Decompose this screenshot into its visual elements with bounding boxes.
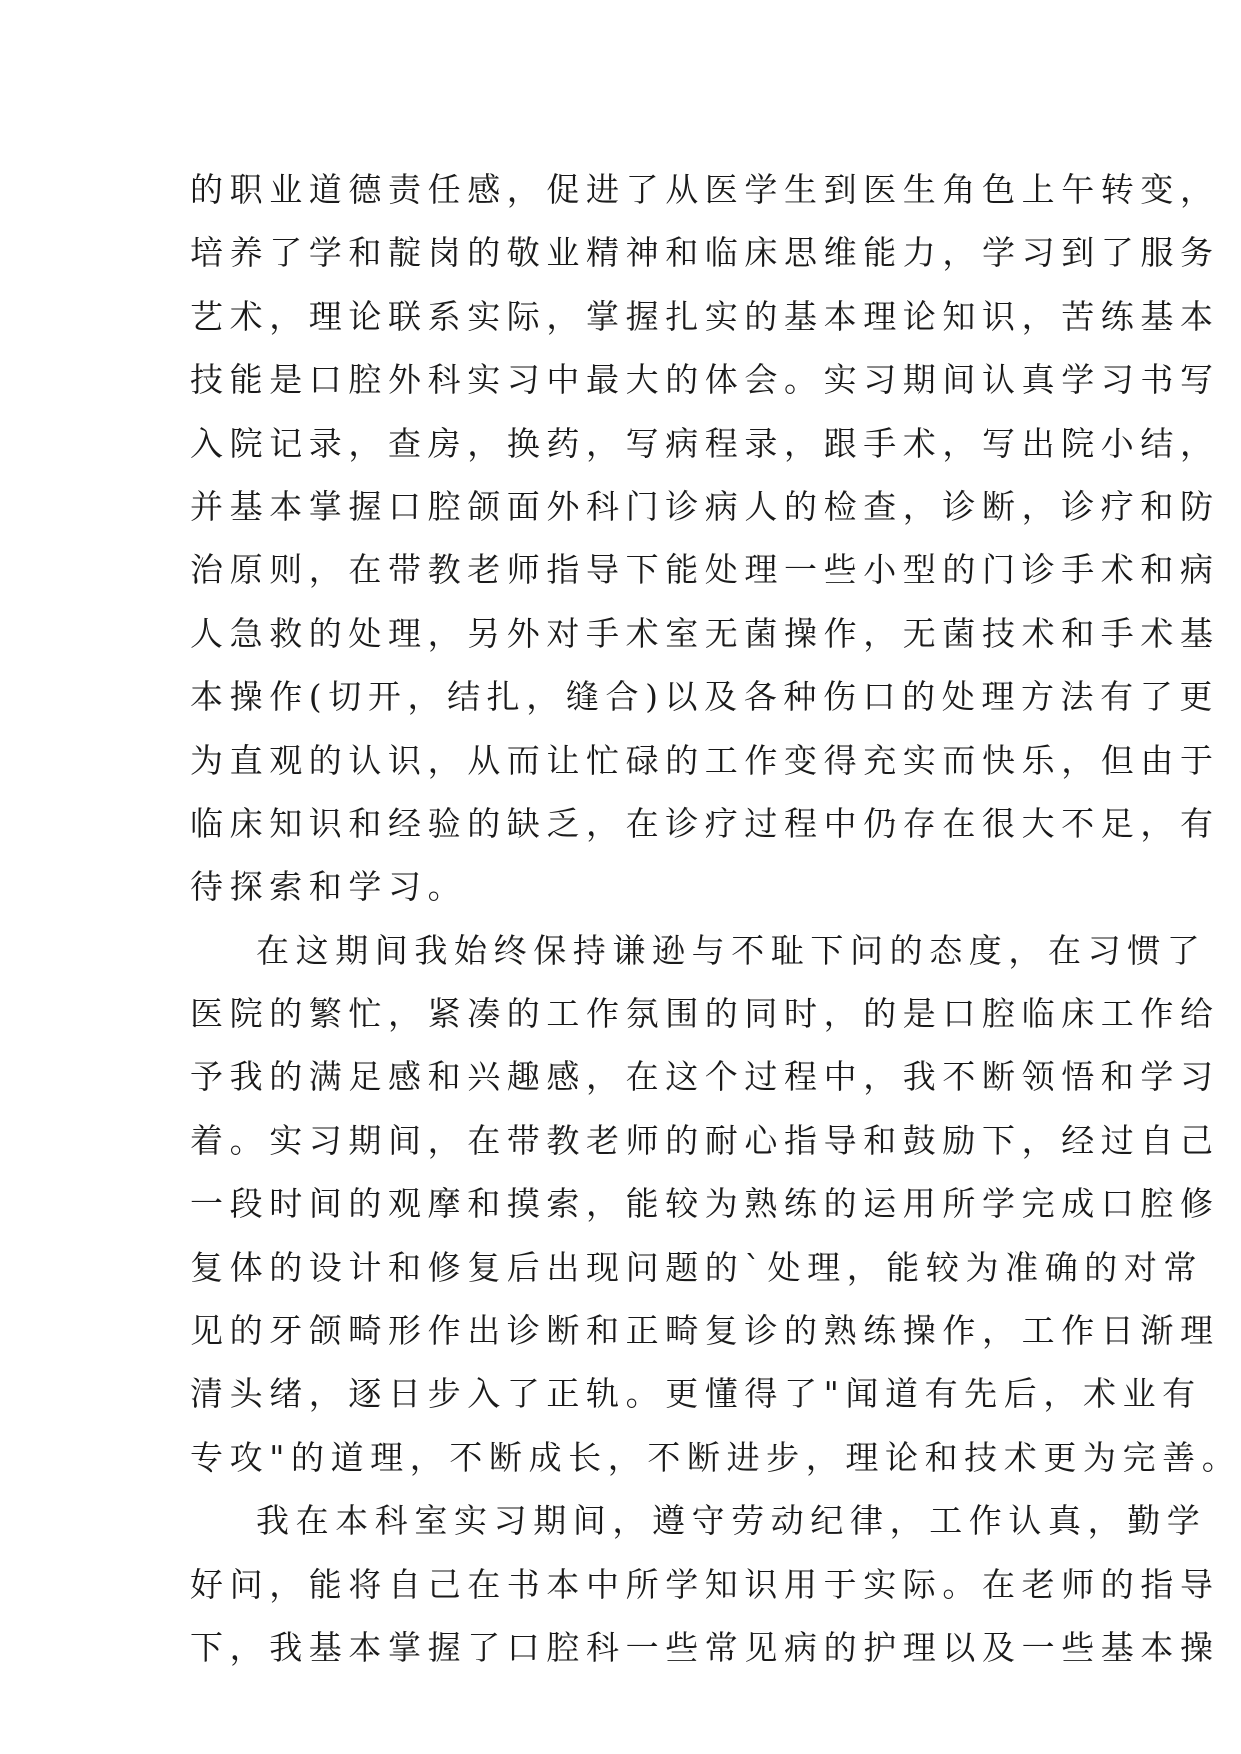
text-line: 人急救的处理，另外对手术室无菌操作，无菌技术和手术基 bbox=[190, 613, 1220, 653]
text-line: 的职业道德责任感，促进了从医学生到医生角色上午转变， bbox=[190, 170, 1220, 209]
text-line: 一段时间的观摩和摸索，能较为熟练的运用所学完成口腔修 bbox=[190, 1184, 1220, 1224]
paragraph-start-line: 在这期间我始终保持谦逊与不耻下问的态度，在习惯了 bbox=[256, 930, 1207, 970]
text-line: 本操作(切开，结扎，缝合)以及各种伤口的处理方法有了更 bbox=[190, 677, 1219, 717]
text-line: 治原则，在带教老师指导下能处理一些小型的门诊手术和病 bbox=[190, 550, 1220, 590]
text-line: 着。实习期间，在带教老师的耐心指导和鼓励下，经过自己 bbox=[190, 1120, 1220, 1160]
text-line: 好问，能将自己在书本中所学知识用于实际。在老师的指导 bbox=[190, 1564, 1220, 1604]
text-line: 并基本掌握口腔颌面外科门诊病人的检查，诊断，诊疗和防 bbox=[190, 486, 1220, 526]
paragraph-start-line: 我在本科室实习期间，遵守劳动纪律，工作认真，勤学 bbox=[256, 1501, 1207, 1541]
text-line: 专攻"的道理，不断成长，不断进步，理论和技术更为完善。 bbox=[190, 1437, 1241, 1477]
text-line: 医院的繁忙，紧凑的工作氛围的同时，的是口腔临床工作给 bbox=[190, 994, 1220, 1034]
text-line: 为直观的认识，从而让忙碌的工作变得充实而快乐，但由于 bbox=[190, 740, 1220, 780]
text-line: 入院记录，查房，换药，写病程录，跟手术，写出院小结， bbox=[190, 423, 1220, 463]
text-line: 技能是口腔外科实习中最大的体会。实习期间认真学习书写 bbox=[190, 360, 1220, 400]
text-line: 艺术，理论联系实际，掌握扎实的基本理论知识，苦练基本 bbox=[190, 296, 1220, 336]
text-line: 下，我基本掌握了口腔科一些常见病的护理以及一些基本操 bbox=[190, 1627, 1220, 1667]
text-line: 复体的设计和修复后出现问题的`处理，能较为准确的对常 bbox=[190, 1247, 1204, 1287]
text-line: 待探索和学习。 bbox=[190, 867, 468, 907]
text-line: 临床知识和经验的缺乏，在诊疗过程中仍存在很大不足，有 bbox=[190, 803, 1220, 843]
text-line: 见的牙颌畸形作出诊断和正畸复诊的熟练操作，工作日渐理 bbox=[190, 1311, 1220, 1351]
text-line: 清头绪，逐日步入了正轨。更懂得了"闻道有先后，术业有 bbox=[190, 1374, 1202, 1414]
text-line: 培养了学和靛岗的敬业精神和临床思维能力，学习到了服务 bbox=[190, 233, 1220, 273]
body-text bbox=[190, 158, 1241, 1679]
text-line: 予我的满足感和兴趣感，在这个过程中，我不断领悟和学习 bbox=[190, 1057, 1220, 1097]
